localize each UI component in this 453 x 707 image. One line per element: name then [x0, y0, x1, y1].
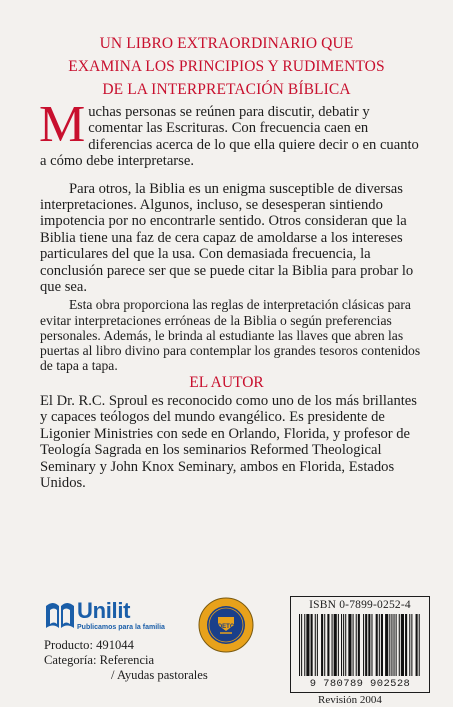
unilit-tagline: Publicamos para la familia [77, 624, 165, 631]
headline-line-3: DE LA INTERPRETACIÓN BÍBLICA [102, 81, 351, 98]
barcode-bar [315, 614, 316, 676]
barcode-bar [394, 614, 395, 676]
description-body [39, 96, 426, 374]
unilit-mark-icon [44, 598, 76, 632]
barcode-bar [356, 614, 357, 676]
barcode-bar [419, 614, 420, 676]
barcode-bar [306, 614, 309, 676]
barcode-bar [399, 614, 400, 676]
drop-cap: M [39, 96, 86, 153]
paragraph-3: Esta obra proporciona las reglas de interpretación clásicas para evitar interpretaciones erróneas de la Biblia o según preferencias personales. Además, le brinda al estudiante las llaves que abren las puertas al libro divino para contemplar los grandes tesoros contenidos de tapa a tapa. [40, 297, 421, 374]
barcode-bar [301, 614, 302, 676]
barcode-bar [405, 614, 407, 676]
barcode-bar [321, 614, 323, 676]
barcode-icon [297, 614, 423, 676]
barcode-bar [358, 614, 360, 676]
paragraph-1 [39, 96, 426, 170]
author-heading: EL AUTOR [189, 374, 264, 391]
barcode-bar [389, 614, 390, 676]
barcode-bar [376, 614, 378, 676]
seal-center-text: DETC [217, 624, 235, 630]
barcode-bar [416, 614, 418, 676]
product-info [44, 638, 208, 683]
barcode-bar [327, 614, 329, 676]
barcode-bar [348, 614, 351, 676]
headline-line-2: EXAMINA LOS PRINCIPIOS Y RUDIMENTOS [68, 58, 385, 75]
barcode-bar [379, 614, 380, 676]
paragraph-2: Para otros, la Biblia es un enigma susceptible de diversas interpretaciones. Algunos, incluso, se desesperan sintiendo impotencia por no encontrarle sentido. Otros consideran que la Biblia tiene una faz de cera capaz de amoldarse a los intereses particulares del que la usa. Con demasiada frecuencia, la conclusión parece ser que se puede citar la Biblia para probar lo que sea. [40, 180, 414, 296]
barcode-bar [381, 614, 383, 676]
barcode-bar [368, 614, 370, 676]
headline-line-1: UN LIBRO EXTRAORDINARIO QUE [99, 35, 354, 52]
barcode-bar [401, 614, 404, 676]
product-category: Categoría: Referencia [44, 653, 155, 667]
barcode-bar [338, 614, 339, 676]
barcode-bar [343, 614, 344, 676]
barcode-bar [311, 614, 313, 676]
unilit-logo [44, 598, 174, 638]
barcode-bar [317, 614, 318, 676]
barcode-bar [341, 614, 342, 676]
barcode-bar [304, 614, 305, 676]
product-code: Producto: 491044 [44, 638, 134, 652]
barcode-bar [353, 614, 354, 676]
barcode-bar [332, 614, 333, 676]
barcode-box [290, 596, 430, 693]
barcode-bar [334, 614, 337, 676]
barcode-bar [396, 614, 397, 676]
barcode-bar [299, 614, 300, 676]
barcode-bar [363, 614, 364, 676]
barcode-bar [411, 614, 412, 676]
product-subcategory: / Ayudas pastorales [111, 668, 208, 682]
unilit-name: Unilit [77, 598, 131, 623]
barcode-digits: 9 780789 902528 [309, 678, 411, 690]
isbn-number: ISBN 0-7899-0252-4 [309, 599, 411, 611]
barcode-bar [371, 614, 372, 676]
detc-seal-icon [198, 597, 254, 653]
barcode-bar [324, 614, 325, 676]
barcode-bar [345, 614, 346, 676]
paragraph-1-text: uchas personas se reúnen para discutir, debatir y comentar las Escrituras. Con frecuencia caen en diferencias acerca de lo que ella quiere decir o en cuanto a cómo debe interpretarse. [40, 104, 419, 170]
headline [20, 32, 433, 101]
barcode-bar [365, 614, 367, 676]
barcode-bar [409, 614, 410, 676]
revision-text: Revisión 2004 [318, 694, 382, 706]
author-bio: El Dr. R.C. Sproul es reconocido como uno de los más brillantes y capaces teólogos del mundo evangélico. Es presidente de Ligonier Ministries con sede en Orlando, Florida, y profesor de Teología Sagrada en los seminarios Reformed Theological Seminary y John Knox Seminary, ambos en Florida, Estados Unidos. [40, 393, 417, 492]
barcode-bar [391, 614, 392, 676]
barcode-bar [385, 614, 388, 676]
